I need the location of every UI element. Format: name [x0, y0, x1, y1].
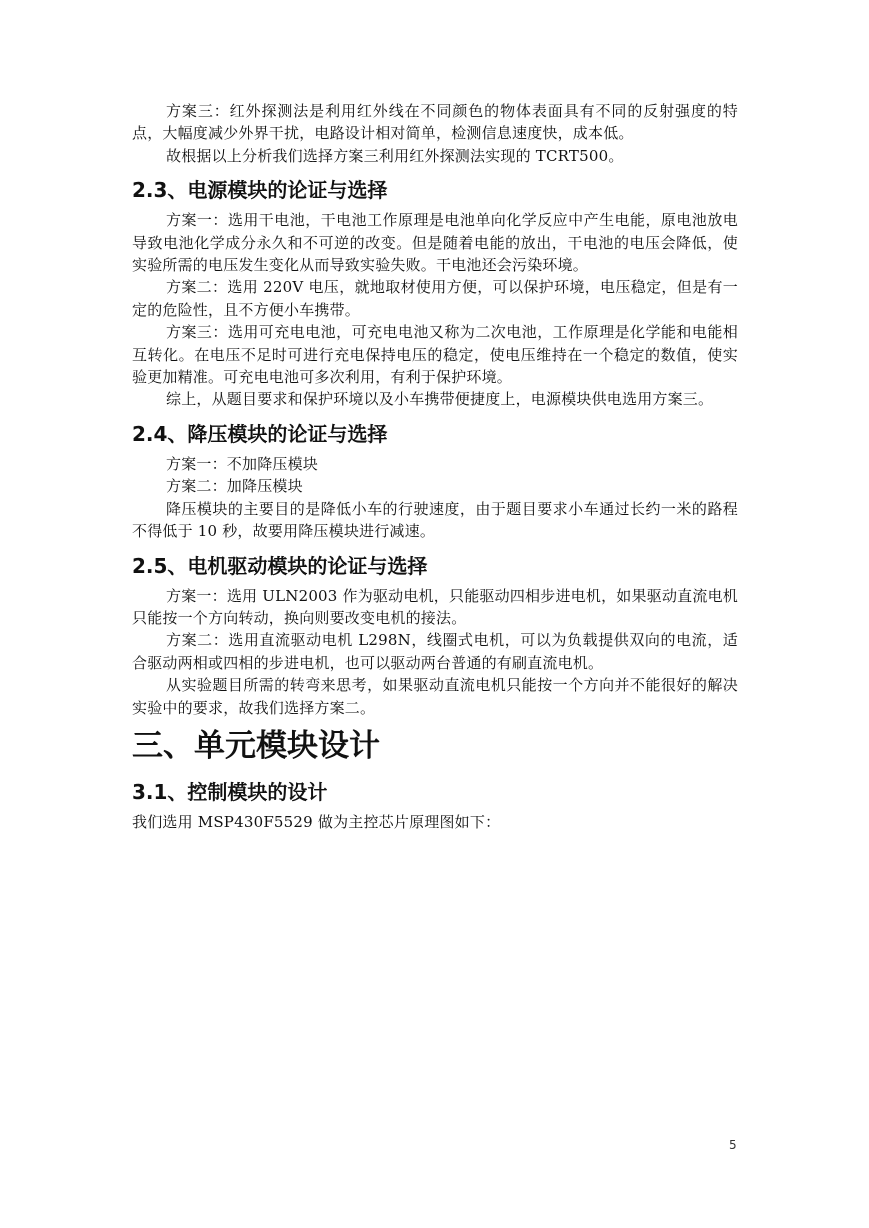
heading-3-1-control-module: 3.1、控制模块的设计	[132, 779, 328, 804]
heading-2-3-power-module: 2.3、电源模块的论证与选择	[132, 178, 388, 203]
heading-chapter-3-unit-design: 三、单元模块设计	[132, 727, 380, 764]
paragraph-scheme-3-infrared: 方案三：红外探测法是利用红外线在不同颜色的物体表面具有不同的反射强度的特点，大幅度减少外界干扰，电路设计相对简单，检测信息速度快，成本低。	[132, 102, 738, 143]
paragraph-conclusion-sensor: 故根据以上分析我们选择方案三利用红外探测法实现的 TCRT500。	[166, 146, 624, 165]
page-number: 5	[729, 1138, 737, 1152]
paragraph-control-chip: 我们选用 MSP430F5529 做为主控芯片原理图如下：	[132, 812, 501, 831]
heading-2-4-buck-module: 2.4、降压模块的论证与选择	[132, 421, 388, 446]
paragraph-power-conclusion: 综上，从题目要求和保护环境以及小车携带便捷度上，电源模块供电选用方案三。	[166, 390, 714, 409]
paragraph-power-scheme-3: 方案三：选用可充电电池，可充电电池又称为二次电池，工作原理是化学能和电能相互转化。在电压不足时可进行充电保持电压的稳定，使电压维持在一个稳定的数值，使实验更加精准。可充电电池可多次利用，有利于保护环境。	[132, 323, 738, 387]
document-page	[132, 100, 738, 833]
heading-2-5-motor-driver: 2.5、电机驱动模块的论证与选择	[132, 553, 428, 578]
paragraph-motor-conclusion: 从实验题目所需的转弯来思考，如果驱动直流电机只能按一个方向并不能很好的解决实验中的要求，故我们选择方案二。	[132, 676, 738, 717]
paragraph-power-scheme-1: 方案一：选用干电池，干电池工作原理是电池单向化学反应中产生电能，原电池放电导致电池化学成分永久和不可逆的改变。但是随着电能的放出，干电池的电压会降低，使实验所需的电压发生变化从而导致实验失败。干电池还会污染环境。	[132, 211, 738, 275]
paragraph-buck-scheme-2: 方案二：加降压模块	[166, 477, 303, 496]
paragraph-buck-conclusion: 降压模块的主要目的是降低小车的行驶速度，由于题目要求小车通过长约一米的路程不得低于 10 秒，故要用降压模块进行减速。	[132, 499, 738, 541]
paragraph-motor-scheme-2: 方案二：选用直流驱动电机 L298N，线圈式电机，可以为负载提供双向的电流，适合驱动两相或四相的步进电机，也可以驱动两台普通的有刷直流电机。	[132, 631, 738, 672]
paragraph-power-scheme-2: 方案二：选用 220V 电压，就地取材使用方便，可以保护环境，电压稳定，但是有一定的危险性，且不方便小车携带。	[132, 278, 738, 319]
paragraph-buck-scheme-1: 方案一：不加降压模块	[166, 454, 319, 473]
paragraph-motor-scheme-1: 方案一：选用 ULN2003 作为驱动电机，只能驱动四相步进电机，如果驱动直流电机只能按一个方向转动，换向则要改变电机的接法。	[132, 586, 738, 627]
